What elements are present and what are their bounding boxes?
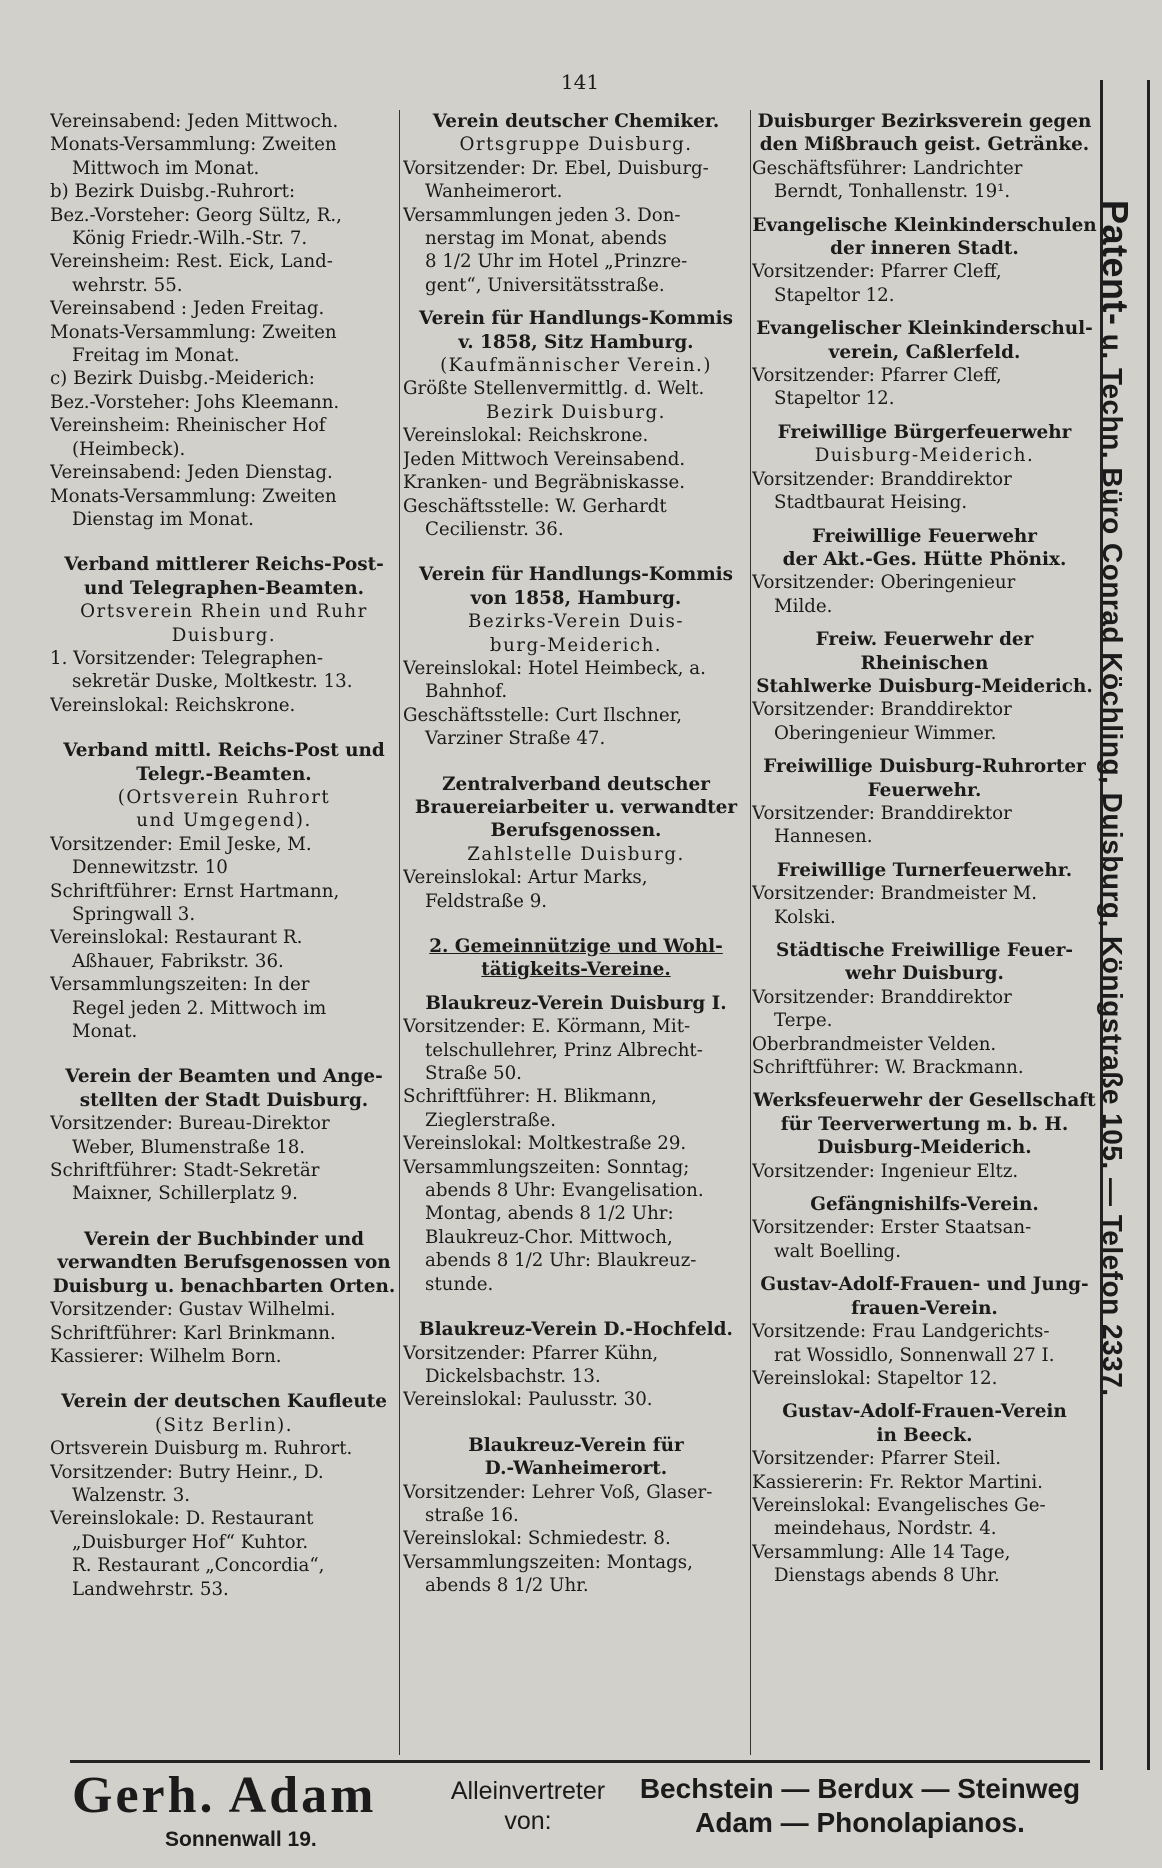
entry-heading: Telegr.-Beamten. — [136, 763, 312, 785]
entry-line: Vorsitzender: Oberingenieur — [752, 572, 1016, 594]
entry-line: Schriftführer: Stadt-Sekretär — [50, 1160, 320, 1182]
entry-heading: Freiwillige Turnerfeuerwehr. — [776, 859, 1073, 881]
entry-line: Cecilienstr. 36. — [425, 518, 564, 540]
entry-line: Größte Stellenvermittlg. d. Welt. — [403, 378, 705, 400]
entry-heading: Duisburg-Meiderich. — [817, 1137, 1032, 1159]
entry-heading: Verein deutscher Chemiker. — [432, 111, 720, 132]
spacer — [403, 982, 749, 992]
entry-heading: Brauereiarbeiter u. verwandter — [414, 796, 738, 818]
entry-line: abends 8 Uhr: Evangelisation. — [425, 1180, 704, 1202]
column-left — [50, 110, 398, 1755]
entry-heading: Evangelische Kleinkinderschulen — [752, 214, 1097, 236]
side-ad-text: u. Techn. Büro Conrad Köchling, Duisburg, Königstraße 105. — Telefon 2337. — [1097, 325, 1128, 1397]
column-right — [752, 110, 1097, 1755]
entry-heading: Stahlwerke Duisburg-Meiderich. — [756, 675, 1093, 697]
entry-line: Vereinslokal: Hotel Heimbeck, a. — [403, 657, 706, 679]
entry-line: Feldstraße 9. — [425, 890, 548, 912]
entry-line: Vereinslokal: Reichskrone. — [403, 425, 649, 447]
entry-line: rat Wossidlo, Sonnenwall 27 I. — [774, 1344, 1055, 1366]
entry-line: Dickelsbachstr. 13. — [425, 1365, 601, 1387]
entry-heading: Blaukreuz-Verein Duisburg I. — [425, 992, 727, 1014]
entry-heading: Feuerwehr. — [867, 779, 982, 801]
entry-heading: wehr Duisburg. — [845, 963, 1004, 985]
entry-line: Vorsitzender: Lehrer Voß, Glaser- — [403, 1481, 713, 1503]
entry-line: Vereinslokal: Reichskrone. — [50, 694, 296, 716]
entry-line: Schriftführer: Karl Brinkmann. — [50, 1322, 336, 1344]
entry-line: Stapeltor 12. — [774, 388, 895, 410]
entry-line: Zieglerstraße. — [425, 1109, 557, 1131]
entry-line: Varziner Straße 47. — [425, 728, 606, 750]
entry-line: Vereinsheim: Rheinischer Hof — [50, 415, 326, 437]
entry-line: Vorsitzender: Pfarrer Kühn, — [403, 1342, 659, 1364]
entry-heading: für Teerverwertung m. b. H. — [780, 1113, 1069, 1135]
entry-line: Monats-Versammlung: Zweiten — [50, 134, 337, 156]
entry-line: Vorsitzender: Ingenieur Eltz. — [752, 1160, 1019, 1182]
entry-heading: Verein für Handlungs-Kommis — [418, 308, 733, 330]
ad-representative — [433, 1776, 623, 1836]
entry-line: nerstag im Monat, abends — [425, 228, 667, 250]
entry-line: Mittwoch im Monat. — [72, 157, 260, 179]
spacer — [50, 1043, 398, 1065]
entry-heading: Verein für Handlungs-Kommis — [418, 564, 733, 586]
spacer — [403, 1296, 749, 1318]
column-middle — [403, 110, 749, 1755]
entry-heading: Berufsgenossen. — [490, 820, 662, 842]
entry-subheading: Ortsverein Rhein und Ruhr — [80, 601, 368, 623]
entry-line: Vereinslokal: Paulusstr. 30. — [403, 1389, 653, 1411]
entry-line: Jeden Mittwoch Vereinsabend. — [403, 448, 686, 470]
entry-line: Vorsitzender: Branddirektor — [752, 802, 1012, 824]
entry-heading: in Beeck. — [876, 1424, 973, 1446]
entry-heading: Städtische Freiwillige Feuer- — [775, 940, 1074, 961]
entry-line: Vereinsabend: Jeden Mittwoch. — [50, 111, 339, 132]
entry-line: Vorsitzender: Brandmeister M. — [752, 883, 1038, 905]
entry-line: Vereinsabend: Jeden Dienstag. — [50, 462, 333, 484]
entry-heading: Blaukreuz-Verein für — [468, 1434, 684, 1456]
entry-heading: Verein der Buchbinder und — [83, 1228, 365, 1250]
entry-line: Freitag im Monat. — [72, 345, 240, 367]
entry-line: gent“, Universitätsstraße. — [425, 274, 665, 296]
spacer — [752, 307, 1097, 317]
entry-line: Kassierer: Wilhelm Born. — [50, 1345, 282, 1367]
entry-line: Vorsitzender: Dr. Ebel, Duisburg- — [403, 157, 709, 179]
entry-line: stunde. — [425, 1273, 494, 1295]
entry-line: Schriftführer: Ernst Hartmann, — [50, 880, 340, 902]
entry-line: Aßhauer, Fabrikstr. 36. — [72, 950, 284, 972]
spacer — [403, 1412, 749, 1434]
entry-heading: Blaukreuz-Verein D.-Hochfeld. — [419, 1319, 733, 1341]
entry-heading: Verein der Beamten und Ange- — [65, 1066, 383, 1088]
entry-line: 8 1/2 Uhr im Hotel „Prinzre- — [425, 251, 688, 273]
spacer — [403, 297, 749, 307]
entry-line: Vorsitzender: Branddirektor — [752, 699, 1012, 721]
entry-line: Oberingenieur Wimmer. — [774, 722, 997, 744]
entry-line: Landwehrstr. 53. — [72, 1578, 229, 1600]
column-divider — [399, 110, 400, 1755]
side-advertisement — [1094, 200, 1136, 1397]
entry-heading: Werksfeuerwehr der Gesellschaft — [753, 1090, 1096, 1112]
entry-line: Monats-Versammlung: Zweiten — [50, 485, 337, 507]
entry-line: Versammlungszeiten: Sonntag; — [403, 1156, 690, 1178]
entry-line: Vereinslokal: Schmiedestr. 8. — [403, 1528, 671, 1550]
bottom-rule — [70, 1760, 1090, 1763]
entry-line: Vorsitzender: Bureau-Direktor — [50, 1113, 330, 1135]
entry-subheading: und Umgegend). — [136, 810, 312, 832]
entry-heading: Freiw. Feuerwehr der Rheinischen — [815, 629, 1034, 674]
spacer — [752, 849, 1097, 859]
entry-line: Geschäftsstelle: Curt Ilschner, — [403, 704, 683, 726]
column-divider — [750, 110, 751, 1755]
entry-heading: 2. Gemeinnützige und Wohl- — [429, 936, 723, 957]
entry-subheading: Bezirks-Verein Duis- — [468, 611, 684, 633]
entry-subheading: Bezirk Duisburg. — [486, 401, 666, 423]
spacer — [50, 717, 398, 739]
entry-heading: Gustav-Adolf-Frauen-Verein — [782, 1401, 1067, 1423]
page-number: 141 — [560, 70, 600, 94]
entry-line: Kranken- und Begräbniskasse. — [403, 472, 686, 494]
ad-brands-line2: Adam — Phonolapianos. — [695, 1807, 1025, 1838]
entry-line: Kassiererin: Fr. Rektor Martini. — [752, 1471, 1043, 1493]
entry-line: Versammlungszeiten: Montags, — [403, 1551, 693, 1573]
entry-line: Vereinslokal: Stapeltor 12. — [752, 1367, 998, 1389]
spacer — [752, 1079, 1097, 1089]
side-ad-patent: Patent- — [1095, 200, 1136, 326]
entry-line: abends 8 1/2 Uhr. — [425, 1575, 589, 1597]
entry-line: Bez.-Vorsteher: Georg Sültz, R., — [50, 204, 342, 226]
entry-heading: Gefängnishilfs-Verein. — [810, 1194, 1039, 1216]
entry-subheading: (Sitz Berlin). — [154, 1414, 294, 1436]
entry-line: Vereinslokal: Evangelisches Ge- — [752, 1494, 1046, 1516]
entry-line: Vorsitzender: Butry Heinr., D. — [50, 1461, 324, 1483]
entry-line: Stapeltor 12. — [774, 284, 895, 306]
entry-line: Terpe. — [774, 1010, 833, 1032]
entry-heading: Verband mittl. Reichs-Post und — [63, 740, 385, 762]
entry-line: Milde. — [774, 595, 833, 617]
entry-line: Geschäftsstelle: W. Gerhardt — [403, 495, 667, 517]
entry-heading: stellten der Stadt Duisburg. — [79, 1089, 369, 1111]
entry-line: Schriftführer: H. Blikmann, — [403, 1086, 657, 1108]
entry-line: Versammlung: Alle 14 Tage, — [752, 1541, 1011, 1563]
entry-heading: verein, Caßlerfeld. — [828, 341, 1021, 363]
entry-line: Walzenstr. 3. — [72, 1484, 191, 1506]
entry-line: Vereinslokale: D. Restaurant — [50, 1508, 314, 1530]
entry-heading: Evangelischer Kleinkinderschul- — [756, 318, 1093, 340]
entry-heading: tätigkeits-Vereine. — [481, 959, 671, 981]
ad-piano-brands — [625, 1772, 1095, 1840]
entry-line: Stadtbaurat Heising. — [774, 492, 968, 514]
spacer — [752, 515, 1097, 525]
entry-subheading: burg-Meiderich. — [489, 634, 663, 656]
entry-line: Geschäftsführer: Landrichter — [752, 157, 1023, 179]
entry-line: Vorsitzender: E. Körmann, Mit- — [403, 1016, 691, 1038]
entry-line: Vorsitzender: Branddirektor — [752, 468, 1012, 490]
ad-rep-line2: von: — [504, 1807, 552, 1835]
entry-line: Wanheimerort. — [425, 181, 563, 203]
entry-line: c) Bezirk Duisbg.-Meiderich: — [50, 368, 315, 390]
entry-subheading: Duisburg. — [171, 624, 277, 646]
entry-line: Dienstag im Monat. — [72, 508, 254, 530]
spacer — [752, 1263, 1097, 1273]
entry-line: straße 16. — [425, 1504, 519, 1526]
spacer — [752, 411, 1097, 421]
entry-line: Vorsitzender: Pfarrer Cleff, — [752, 261, 1002, 283]
entry-line: Versammlungszeiten: In der — [50, 974, 310, 996]
spacer — [752, 204, 1097, 214]
spacer — [50, 1206, 398, 1228]
entry-heading: der inneren Stadt. — [830, 238, 1019, 260]
entry-heading: D.-Wanheimerort. — [484, 1458, 668, 1480]
entry-line: telschullehrer, Prinz Albrecht- — [425, 1039, 703, 1061]
entry-heading: Zentralverband deutscher — [442, 773, 710, 795]
entry-line: Montag, abends 8 1/2 Uhr: — [425, 1203, 674, 1225]
entry-heading: der Akt.-Ges. Hütte Phönix. — [782, 548, 1067, 570]
entry-line: wehrstr. 55. — [72, 274, 183, 296]
entry-line: Vorsitzender: Gustav Wilhelmi. — [50, 1299, 336, 1321]
spacer — [752, 1183, 1097, 1193]
entry-heading: Verband mittlerer Reichs-Post- — [64, 554, 384, 576]
entry-line: Straße 50. — [425, 1063, 522, 1085]
entry-heading: Freiwillige Feuerwehr — [812, 525, 1037, 547]
entry-heading: von 1858, Hamburg. — [470, 587, 682, 609]
entry-heading: Duisburger Bezirksverein gegen — [757, 111, 1092, 132]
entry-line: Schriftführer: W. Brackmann. — [752, 1057, 1024, 1079]
entry-heading: Verein der deutschen Kaufleute — [61, 1391, 387, 1413]
entry-subheading: (Kaufmännischer Verein.) — [440, 355, 712, 377]
entry-line: Bahnhof. — [425, 681, 508, 703]
ad-rep-line1: Alleinvertreter — [450, 1777, 606, 1805]
entry-line: sekretär Duske, Moltkestr. 13. — [72, 671, 353, 693]
entry-line: Vereinsabend : Jeden Freitag. — [50, 298, 325, 320]
entry-line: Vorsitzender: Pfarrer Steil. — [752, 1448, 1002, 1470]
entry-line: meindehaus, Nordstr. 4. — [774, 1518, 997, 1540]
entry-line: Monat. — [72, 1021, 138, 1043]
entry-line: b) Bezirk Duisbg.-Ruhrort: — [50, 181, 296, 203]
entry-line: Vorsitzender: Emil Jeske, M. — [50, 833, 312, 855]
entry-line: Vereinsheim: Rest. Eick, Land- — [50, 251, 333, 273]
entry-line: walt Boelling. — [774, 1240, 901, 1262]
entry-heading: Freiwillige Duisburg-Ruhrorter — [763, 756, 1086, 778]
spacer — [752, 745, 1097, 755]
entry-line: Vorsitzender: Erster Staatsan- — [752, 1217, 1032, 1239]
entry-heading: und Telegraphen-Beamten. — [84, 577, 364, 599]
entry-line: Monats-Versammlung: Zweiten — [50, 321, 337, 343]
entry-line: (Heimbeck). — [72, 438, 186, 460]
entry-line: R. Restaurant „Concordia“, — [72, 1555, 325, 1577]
entry-line: Bez.-Vorsteher: Johs Kleemann. — [50, 391, 340, 413]
spacer — [50, 531, 398, 553]
ad-address: Sonnenwall 19. — [165, 1828, 317, 1851]
entry-heading: Duisburg u. benachbarten Orten. — [52, 1275, 396, 1297]
entry-heading: v. 1858, Sitz Hamburg. — [458, 331, 694, 353]
entry-line: 1. Vorsitzender: Telegraphen- — [50, 647, 323, 669]
entry-line: Regel jeden 2. Mittwoch im — [72, 997, 327, 1019]
entry-line: Blaukreuz-Chor. Mittwoch, — [425, 1226, 673, 1248]
entry-line: Vorsitzender: Branddirektor — [752, 986, 1012, 1008]
entry-line: Vorsitzender: Pfarrer Cleff, — [752, 365, 1002, 387]
entry-heading: Freiwillige Bürgerfeuerwehr — [777, 421, 1072, 443]
entry-subheading: Duisburg-Meiderich. — [814, 445, 1035, 467]
entry-line: Hannesen. — [774, 826, 873, 848]
entry-line: Ortsverein Duisburg m. Ruhrort. — [50, 1438, 353, 1460]
entry-line: König Friedr.-Wilh.-Str. 7. — [72, 228, 308, 250]
entry-line: Oberbrandmeister Velden. — [752, 1033, 997, 1055]
entry-line: Vereinslokal: Restaurant R. — [50, 927, 303, 949]
entry-subheading: Zahlstelle Duisburg. — [467, 843, 685, 865]
spacer — [403, 913, 749, 935]
spacer — [50, 1368, 398, 1390]
entry-subheading: Ortsgruppe Duisburg. — [459, 134, 693, 156]
entry-heading: frauen-Verein. — [851, 1297, 998, 1319]
ad-brands-line1: Bechstein — Berdux — Steinweg — [639, 1773, 1081, 1804]
entry-line: Vorsitzende: Frau Landgerichts- — [752, 1321, 1050, 1343]
entry-line: Maixner, Schillerplatz 9. — [72, 1183, 298, 1205]
entry-line: „Duisburger Hof“ Kuhtor. — [72, 1531, 309, 1553]
entry-heading: den Mißbrauch geist. Getränke. — [759, 134, 1090, 156]
spacer — [752, 618, 1097, 628]
entry-line: Kolski. — [774, 906, 836, 928]
ad-brand-name: Gerh. Adam — [72, 1767, 377, 1824]
entry-heading: verwandten Berufsgenossen von — [57, 1252, 391, 1274]
entry-line: Dienstags abends 8 Uhr. — [774, 1565, 1000, 1587]
entry-line: Springwall 3. — [72, 904, 196, 925]
spacer — [403, 541, 749, 563]
entry-subheading: (Ortsverein Ruhrort — [117, 786, 331, 808]
entry-line: Versammlungen jeden 3. Don- — [403, 204, 681, 226]
entry-line: Vereinslokal: Moltkestraße 29. — [403, 1133, 687, 1155]
spacer — [403, 751, 749, 773]
entry-line: Vereinslokal: Artur Marks, — [403, 867, 648, 889]
entry-line: abends 8 1/2 Uhr: Blaukreuz- — [425, 1250, 697, 1272]
entry-line: Weber, Blumenstraße 18. — [72, 1136, 306, 1158]
spacer — [752, 1390, 1097, 1400]
entry-heading: Gustav-Adolf-Frauen- und Jung- — [760, 1274, 1089, 1296]
entry-line: Dennewitzstr. 10 — [72, 857, 228, 879]
spacer — [752, 929, 1097, 939]
entry-line: Berndt, Tonhallenstr. 19¹. — [774, 181, 1011, 203]
